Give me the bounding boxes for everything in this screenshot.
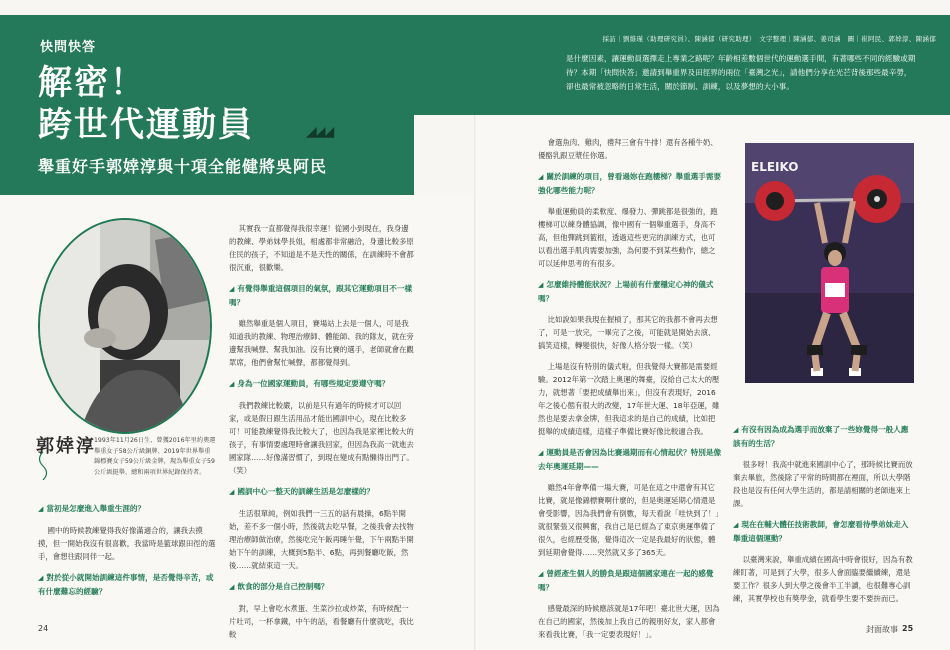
page-spine	[474, 115, 476, 650]
question-7	[538, 170, 722, 197]
answer-paragraph: 舉重運動員的柔軟度、爆發力、彈跳都是很強的，跑樓梯可以練身體協調，像中國有一個舉重選手，身高不高，但他彈跳到籃框，透過這些更完的訓練方式，也可以看出選手肌肉需要加強，為何要不到某些動作，總之可以延伸思考的有很多。	[538, 207, 718, 268]
question-text: 關於訓練的項目，曾看過妳在跑樓梯？舉重選手需要強化哪些能力呢？	[538, 172, 722, 195]
question-10	[538, 567, 722, 594]
page-subtitle: 舉重好手郭婞淳與十項全能健將吳阿民	[38, 157, 328, 176]
question-text: 國訓中心一整天的訓練生活是怎麼樣的？	[237, 487, 375, 496]
portrait-photo	[38, 218, 212, 434]
question-text: 當初是怎麼進入舉重生涯的？	[46, 504, 146, 513]
question-11	[733, 423, 915, 450]
triangle-bullet-icon: ◢	[229, 488, 235, 496]
answer-paragraph: 上場是沒有特別的儀式啦，但我覺得大賽都是需要經驗。2012年第一次踏上奧運的舞臺，沒給自己太大的壓力，就想著「要把成績舉出來」，但沒有表現好，2016年之後心態有很大的改變，17年世大運、18年亞運，雖然也是要去拿金牌，但我這求的是自己的成績，比如把挺舉的成績這樣，這樣子準備比賽好像比較適合我。	[538, 362, 720, 436]
page-number-right: 25	[902, 624, 914, 633]
answer-paragraph: 比如說如果我現在握槓了，那其它的我都不會再去想了，可是一放完，一畢完了之後，可能就是開始去演、搞笑這樣，轉變很快，好像人格分裂一樣。（笑）	[538, 315, 718, 350]
question-9	[538, 446, 722, 473]
question-text: 有覺得舉重這個項目的氣氛，跟其它運動項目不一樣嗎？	[229, 284, 413, 307]
question-text: 對於從小就開始訓練這件事情，是否覺得辛苦，或有什麼難忘的經驗？	[38, 573, 214, 596]
triangle-bullet-icon: ◢	[229, 583, 235, 591]
answer-paragraph: 雖然舉重是個人項目，賽場站上去是一個人，可是我知道我的教練、物理治療師、體能師、我的隊友，就在旁邊幫我喊聲、幫我加油。沒有比賽的選手，老師就會在觀眾席，他們會幫忙喊聲，都都覺得到。	[229, 319, 414, 367]
triangle-bullet-icon: ◢	[229, 380, 235, 388]
weightlifting-photo	[745, 143, 914, 383]
page-title-line-1: 解密！	[38, 63, 146, 103]
triangle-bullet-icon: ◢	[733, 521, 739, 529]
weightlifter-illustration	[745, 143, 914, 383]
column-4	[733, 423, 915, 613]
section-label: 快問快答	[40, 40, 97, 55]
section-footer: 封面故事	[866, 625, 898, 634]
page-title-line-2: 跨世代運動員	[38, 105, 254, 145]
question-6	[229, 580, 415, 594]
answer-paragraph: 會選魚肉、雞肉，禮拜三會有牛排！還有各種牛奶、優酪乳跟豆漿任你選。	[538, 138, 718, 160]
answer-paragraph: 其實我一直都覺得我很幸運！從國小到現在，我身邊的教練、學弟妹學長姐，相處都非常融洽，身邊比較多原住民的孩子，不知道是不是天性的關係，在訓練時不會都很沉重，很歡樂。	[229, 224, 414, 272]
chevron-decoration-icon: ◢◢◢	[306, 124, 333, 140]
wave-decoration-icon	[36, 452, 50, 480]
question-text: 怎麼維持體能狀況？上場前有什麼穩定心神的儀式嗎？	[538, 280, 714, 303]
column-2	[229, 222, 415, 649]
credits-line: 採訪｜劉維瑾（助理研究員）、陳涵郁（研究助理） 文字整理｜陳涵郁、姜司涵 圖｜崔阿民、郭婞淳、陳涵郁	[602, 35, 936, 43]
question-text: 曾經產生個人的勝負是跟這個國家連在一起的感覺嗎？	[538, 569, 714, 592]
triangle-bullet-icon: ◢	[538, 281, 544, 289]
answer-paragraph: 以臺灣來說，舉重成績在國高中時會很好，因為有教練盯著，可是到了大學，很多人會面臨要繼續練，還是要工作？很多人到大學之後會半工半讀，也很難專心訓練，其實學校也有獎學金，就看學生要不要拚而已。	[733, 555, 913, 603]
portrait-illustration	[40, 220, 210, 432]
question-2	[38, 571, 216, 598]
answer-paragraph: 雖然4年會準備一場大賽，可是在這之中還會有其它比賽，就是像錦標賽啊什麼的，但是奧運延期心情還是會受影響，因為我們會有倒數，每天看說「哇快到了！」就很緊張又很興奮，我自己是已經為了東京奧運準備了很久，也經歷受傷，覺得這次一定是我最好的狀態，體到延期會覺得……突然就又多了365天。	[538, 483, 720, 557]
triangle-bullet-icon: ◢	[538, 570, 544, 578]
photo-banner-text: ELEIKO	[751, 160, 799, 174]
triangle-bullet-icon: ◢	[38, 574, 44, 582]
question-3	[229, 282, 415, 309]
question-text: 現在在輔大體任技術教師，會怎麼看待學弟妹走入舉重這個運動？	[733, 520, 909, 543]
column-1	[38, 502, 216, 606]
answer-paragraph: 對，早上會吃水煮蛋、生菜沙拉或炒菜，有時候配一片吐司，一杯拿鐵，中午的話，看餐廳有什麼就吃，我比較	[229, 604, 414, 639]
answer-paragraph: 生活很單純，例如我們一三五的話有晨操，6點半開始，差不多一個小時，然後就去吃早餐，之後我會去找物理治療師做治療，然後吃完午飯再睡午覺，下午兩點半開始下午的訓練，大概到5點半、6點，再到餐廳吃飯，然後……就結束這一天。	[229, 509, 414, 570]
answer-paragraph: 我們教練比較嚴，以前是只有過年的時候才可以回家，或是假日跟生活用品才能出國訓中心，現在比較多可！可能教練覺得我比較大了，也因為我是家裡比較大的孩子，有事情要處理時會讓我回家，但因為我高一就進去國家隊……好像滿習慣了，到現在變成有點懶得出門了。（笑）	[229, 401, 414, 475]
person-name: 郭婞淳	[36, 436, 96, 457]
question-text: 有沒有因為成為選手而放棄了一些妳覺得一般人應該有的生活？	[733, 425, 909, 448]
question-text: 身為一位國家運動員，有哪些規定要遵守嗎？	[237, 379, 390, 388]
person-bio: 1993年11月26日生，曾獲2016年里約奧運舉重女子58公斤級銅牌、2019年世界舉重錦標賽女子59公斤級金牌，現為舉重女子59公斤級挺舉、總和兩項世界紀錄保持者。	[94, 437, 216, 476]
question-12	[733, 518, 915, 545]
question-1	[38, 502, 216, 516]
triangle-bullet-icon: ◢	[538, 173, 544, 181]
triangle-bullet-icon: ◢	[229, 285, 235, 293]
page-number-left: 24	[38, 624, 49, 633]
triangle-bullet-icon: ◢	[733, 426, 739, 434]
triangle-bullet-icon: ◢	[38, 505, 44, 513]
question-text: 飲食的部分是自己控制嗎？	[237, 582, 329, 591]
page-title	[38, 62, 254, 146]
question-8	[538, 278, 722, 305]
answer-paragraph: 感覺最深的時候應該就是17年吧！臺北世大運，因為在自己的國家，然後加上我自己的親朋好友，家人都會來看我比賽，「我一定要表現好！」。	[538, 604, 720, 639]
triangle-bullet-icon: ◢	[538, 449, 544, 457]
question-text: 運動員是否會因為比賽過期而有心情起伏？特別是像去年奧運延期——	[538, 448, 722, 471]
question-4	[229, 377, 415, 391]
answer-paragraph: 國中的時候教練覺得我好像滿適合的，讓我去摸摸，但一開始我沒有很喜歡，我當時是籃球跟田徑的選手，會想往跟同伴一起。	[38, 526, 216, 561]
answer-paragraph: 很多呀！我高中就進來國訓中心了，那時候比賽而放棄去畢旅，然後除了平常的時間都在裡面，所以大學階段也是沒有任何大學生活的，都是請相關的老師進來上課。	[733, 460, 913, 508]
column-3	[538, 136, 722, 649]
question-5	[229, 485, 415, 499]
intro-paragraph: 是什麼因素，讓運動員選擇走上專業之路呢？年齡相差數個世代的運動選手間，有著哪些不同的經驗或期待？本期「快問快答」邀請到舉重界及田徑界的兩位「臺灣之光」，請他們分享在光芒背後那些最辛勞，卻也最常被忽略的日常生活，關於節制、訓練，以及夢想的大小事。	[566, 54, 916, 91]
